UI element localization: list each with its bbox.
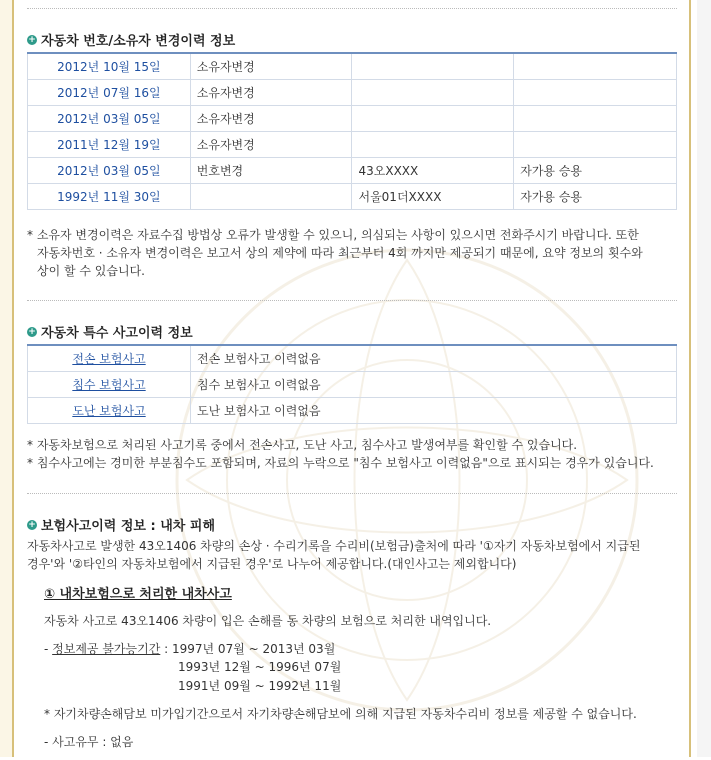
insurance-desc-line: 경우'와 '②타인의 자동차보험에서 지급된 경우'로 나누어 제공합니다.(대인사고는 제외합니다) — [27, 557, 517, 571]
report-content — [27, 0, 677, 757]
history-plate — [352, 53, 514, 79]
history-table — [27, 52, 677, 210]
divider — [27, 8, 677, 9]
history-date: 2012년 03월 05일 — [28, 105, 191, 131]
history-plate: 서울01더XXXX — [352, 183, 514, 209]
insurance-desc — [27, 537, 677, 573]
flood-link[interactable]: 침수 보험사고 — [28, 371, 191, 397]
theft-link[interactable]: 도난 보험사고 — [28, 397, 191, 423]
history-date: 2011년 12월 19일 — [28, 131, 191, 157]
history-plate — [352, 131, 514, 157]
history-type — [190, 183, 352, 209]
special-note-line: * 침수사고에는 경미한 부분침수도 포함되며, 자료의 누락으로 "침수 보험사고 이력없음"으로 표시되는 경우가 있습니다. — [27, 456, 654, 470]
table-row — [28, 53, 677, 79]
flood-value: 침수 보험사고 이력없음 — [191, 371, 677, 397]
unavailable-period-row — [44, 640, 335, 657]
history-type: 번호변경 — [190, 157, 352, 183]
divider — [27, 493, 677, 494]
history-section-title — [27, 30, 235, 49]
table-row — [28, 397, 677, 423]
table-row — [28, 131, 677, 157]
table-row — [28, 157, 677, 183]
emblem-watermark — [147, 200, 667, 760]
right-frame — [689, 0, 711, 757]
own-insurance-desc: 자동차 사고로 43오1406 차량이 입은 손해를 동 차량의 보험으로 처리한 내역입니다. — [44, 614, 492, 628]
period-colon: : — [160, 642, 172, 656]
plus-circle-icon: + — [28, 519, 36, 530]
divider — [27, 300, 677, 301]
insurance-section-title — [27, 515, 215, 534]
history-type: 소유자변경 — [190, 131, 352, 157]
history-date: 2012년 07월 16일 — [28, 79, 191, 105]
history-plate — [352, 105, 514, 131]
period-value: 1991년 09월 ~ 1992년 11월 — [178, 679, 342, 693]
table-row — [28, 183, 677, 209]
history-date: 2012년 03월 05일 — [28, 157, 191, 183]
special-table — [27, 344, 677, 424]
plus-circle-icon: + — [28, 34, 36, 45]
table-row — [28, 105, 677, 131]
table-row — [28, 345, 677, 371]
history-type: 소유자변경 — [190, 79, 352, 105]
left-frame-border — [0, 0, 14, 757]
history-plate — [352, 79, 514, 105]
period-value: 1997년 07월 ~ 2013년 03월 — [171, 642, 336, 656]
insurance-title-text: 보험사고이력 정보 : 내차 피해 — [41, 519, 215, 534]
history-usage — [514, 131, 677, 157]
table-row — [28, 371, 677, 397]
plus-circle-icon: + — [28, 326, 36, 337]
total-loss-link[interactable]: 전손 보험사고 — [28, 345, 191, 371]
history-type: 소유자변경 — [190, 105, 352, 131]
history-usage: 자가용 승용 — [514, 157, 677, 183]
own-insurance-subtitle: ① 내차보험으로 처리한 내차사고 — [44, 587, 232, 602]
theft-value: 도난 보험사고 이력없음 — [191, 397, 677, 423]
scrollbar-track[interactable] — [697, 0, 711, 757]
table-row — [28, 79, 677, 105]
period-label: 정보제공 불가능기간 — [52, 642, 161, 656]
special-section-title — [27, 322, 193, 341]
history-note-line: * 소유자 변경이력은 자료수집 방법상 오류가 발생할 수 있으니, 의심되는 사항이 있으시면 전화주시기 바랍니다. 또한 — [27, 228, 639, 242]
period-prefix: - — [44, 642, 53, 656]
history-usage: 자가용 승용 — [514, 183, 677, 209]
self-damage-note: * 자기차량손해담보 미가입기간으로서 자기차량손해담보에 의해 지급된 자동차수리비 정보를 제공할 수 없습니다. — [44, 707, 637, 721]
history-note-line: 자동차번호 · 소유자 변경이력은 보고서 상의 제약에 따라 최근부터 4회 까지만 제공되기 때문에, 요약 정보의 횟수와 — [37, 246, 643, 260]
history-note-line: 상이 할 수 있습니다. — [37, 264, 145, 278]
special-note — [27, 436, 677, 472]
total-loss-value: 전손 보험사고 이력없음 — [191, 345, 677, 371]
history-title-text: 자동차 번호/소유자 변경이력 정보 — [41, 34, 236, 49]
insurance-desc-line: 자동차사고로 발생한 43오1406 차량의 손상 · 수리기록을 수리비(보험금)출처에 따라 '①자기 자동차보험에서 지급된 — [27, 539, 641, 553]
special-title-text: 자동차 특수 사고이력 정보 — [41, 326, 193, 341]
history-usage — [514, 79, 677, 105]
history-plate: 43오XXXX — [352, 157, 514, 183]
history-date: 1992년 11월 30일 — [28, 183, 191, 209]
history-date: 2012년 10월 15일 — [28, 53, 191, 79]
special-note-line: * 자동차보험으로 처리된 사고기록 중에서 전손사고, 도난 사고, 침수사고 발생여부를 확인할 수 있습니다. — [27, 438, 578, 452]
history-type: 소유자변경 — [190, 53, 352, 79]
period-value: 1993년 12월 ~ 1996년 07월 — [178, 660, 342, 674]
accident-status: - 사고유무 : 없음 — [44, 735, 134, 749]
history-note — [27, 226, 677, 280]
history-usage — [514, 53, 677, 79]
history-usage — [514, 105, 677, 131]
